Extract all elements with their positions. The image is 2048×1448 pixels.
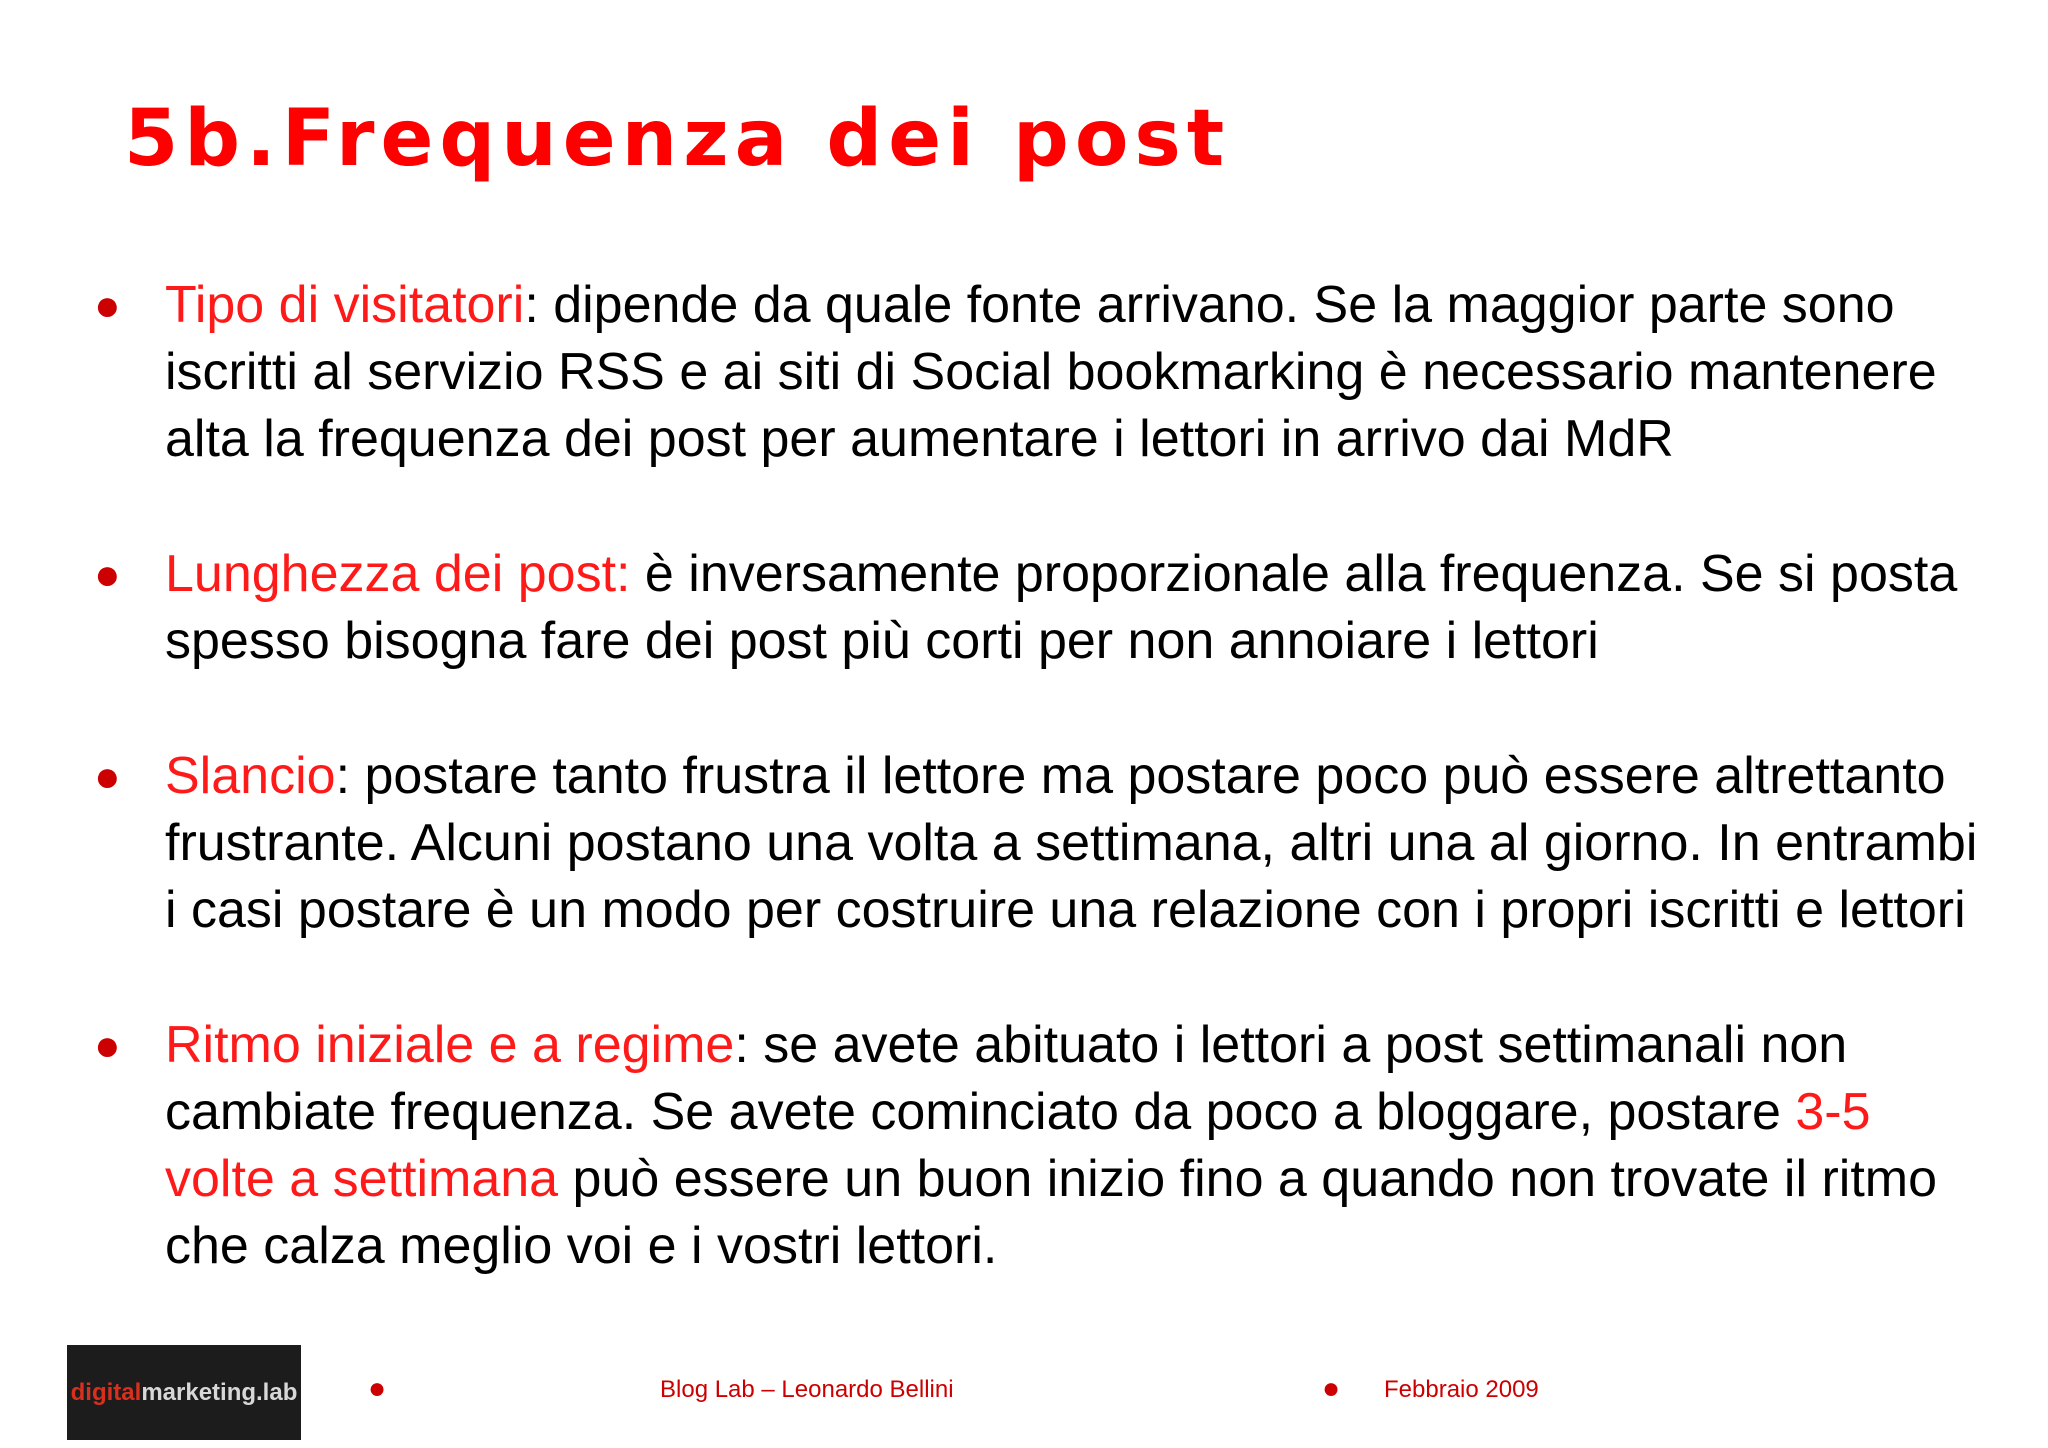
footer-date-text: Febbraio 2009 xyxy=(1384,1376,1539,1403)
bullet-list xyxy=(90,272,1990,1348)
bullet-label: Slancio xyxy=(165,747,336,805)
bullet-item-ritmo-iniziale xyxy=(90,1012,1990,1280)
bullet-label: Lunghezza dei post: xyxy=(165,545,631,603)
bullet-text: : dipende da quale fonte arrivano. Se la maggior parte sono iscritti al servizio RSS e ai siti di Social bookmarking è necessario mantenere alta la frequenza dei post per aumentare i lettori in arrivo dai MdR xyxy=(165,276,1937,468)
slide-title: 5b.Frequenza dei post xyxy=(124,94,1231,184)
bullet-item-lunghezza-dei-post xyxy=(90,541,1990,675)
bullet-text: : se avete abituato i lettori a post settimanali non cambiate frequenza. Se avete cominciato da poco a bloggare, postare xyxy=(165,1016,1848,1141)
bullet-label: Tipo di visitatori xyxy=(165,276,525,334)
footer-bullet-icon: ● xyxy=(368,1372,387,1405)
bullet-text: può essere un buon inizio fino a quando non trovate il ritmo che calza meglio voi e i vostri lettori. xyxy=(165,1150,1937,1275)
bullet-dot-icon: ● xyxy=(94,752,121,801)
bullet-text: : postare tanto frustra il lettore ma postare poco può essere altrettanto frustrante. Alcuni postano una volta a settimana, altri una al giorno. In entrambi i casi postare è un modo per costruire una relazione con i propri iscritti e lettori xyxy=(165,747,1978,939)
bullet-label: Ritmo iniziale e a regime xyxy=(165,1016,735,1074)
logo-rest-text: marketing.lab xyxy=(141,1378,298,1406)
bullet-item-tipo-di-visitatori xyxy=(90,272,1990,473)
bullet-dot-icon: ● xyxy=(94,550,121,599)
footer-center-text: Blog Lab – Leonardo Bellini xyxy=(660,1376,954,1403)
footer-bullet-icon: ● xyxy=(1322,1372,1341,1405)
bullet-text: è inversamente proporzionale alla frequenza. Se si posta spesso bisogna fare dei post più corti per non annoiare i lettori xyxy=(165,545,1958,670)
bullet-item-slancio xyxy=(90,743,1990,944)
logo-accent-text: digital xyxy=(70,1378,142,1406)
bullet-dot-icon: ● xyxy=(94,1021,121,1070)
bullet-dot-icon: ● xyxy=(94,281,121,330)
footer-logo xyxy=(67,1345,301,1440)
bullet-highlight: 3-5 volte a settimana xyxy=(165,1083,1871,1208)
